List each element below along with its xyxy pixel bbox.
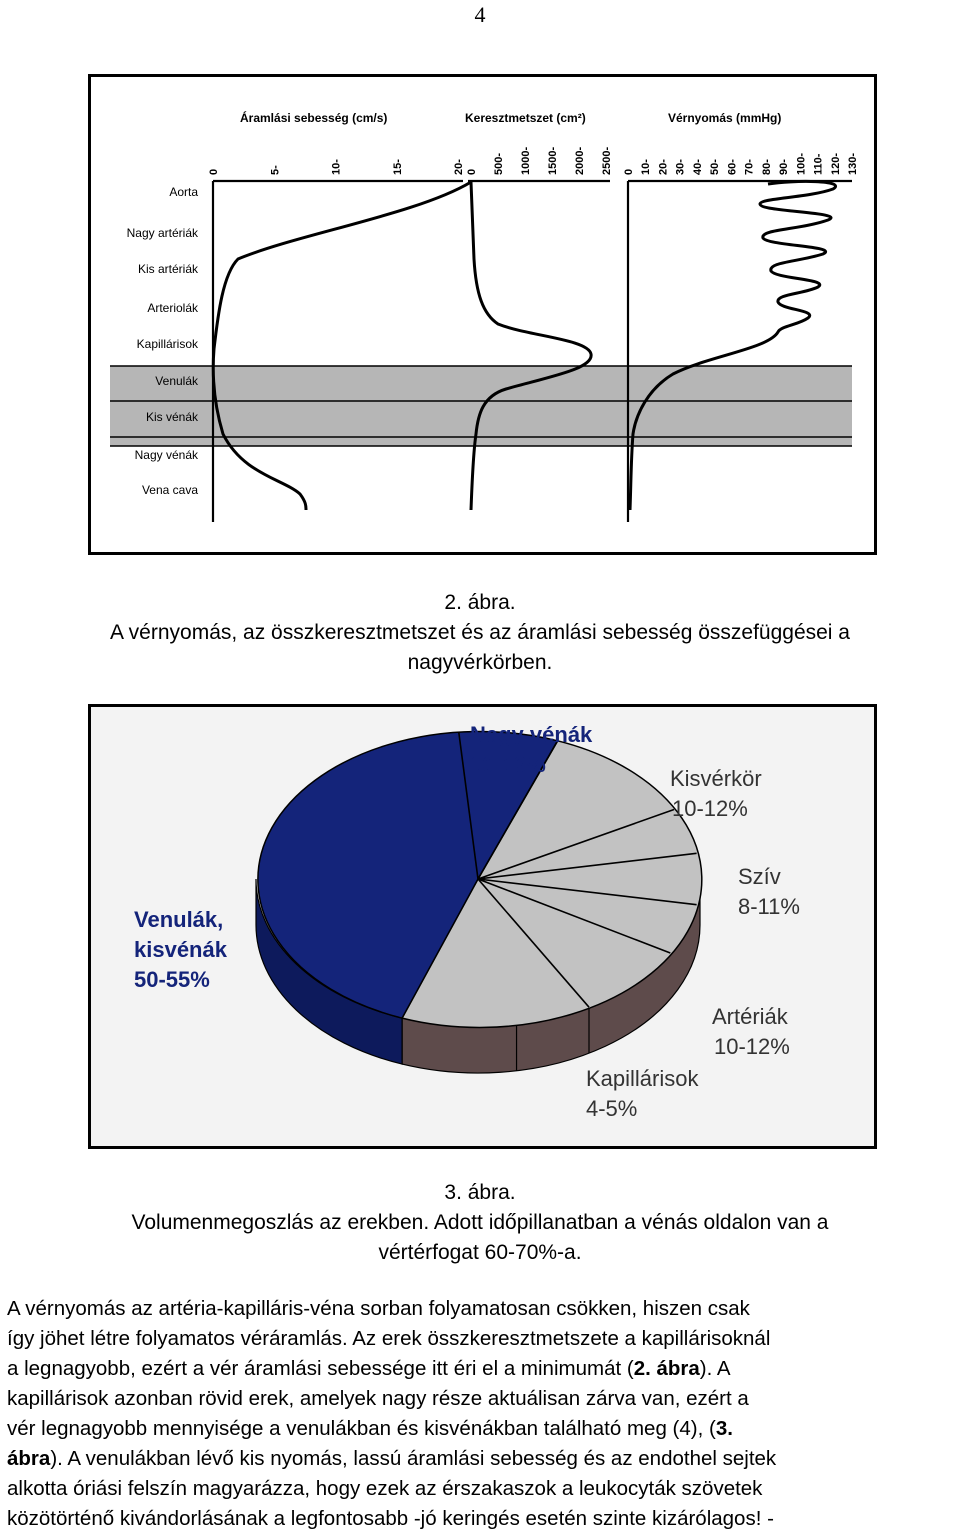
label-kisverkor-value: 10-12%: [672, 796, 748, 821]
para-line-2a: így jöhet létre folyamatos véráramlás.: [7, 1327, 348, 1350]
figure-3-caption-line2: vértérfogat 60-70%-a.: [378, 1241, 582, 1264]
figure-3-caption-line1: Volumenmegoszlás az erekben. Adott időpillanatban a vénás oldalon van a: [131, 1211, 829, 1234]
pressure-tick: 0: [623, 168, 635, 175]
page-number: 4: [474, 2, 486, 27]
pressure-tick: 100-: [795, 152, 808, 175]
pressure-tick: 20-: [657, 159, 670, 175]
venous-shaded-band: [110, 366, 852, 446]
para-line-3b: ). A: [699, 1357, 731, 1380]
pressure-tick: 130-: [847, 152, 859, 175]
ref-figure-2: 2. ábra: [633, 1357, 700, 1380]
cross-section-tick: 0: [466, 168, 478, 175]
header-pressure: Vérnyomás (mmHg): [668, 111, 782, 125]
pressure-tick: 40-: [691, 159, 704, 175]
label-kapillarisok: Kapillárisok: [586, 1066, 699, 1091]
label-kisvenak: kisvénák: [134, 937, 227, 962]
para-line-7: alkotta óriási felszín magyarázza, hogy ezek az érszakaszok a leukocyták szövetek: [7, 1477, 763, 1500]
row-label: Aorta: [169, 185, 198, 199]
velocity-tick: 5-: [269, 165, 282, 175]
para-line-5: [7, 1414, 957, 1444]
cross-section-tick: 2000-: [574, 146, 586, 175]
cross-section-tick: 500-: [493, 152, 505, 175]
header-cross-section: Keresztmetszet (cm²): [465, 111, 586, 125]
row-label: Nagy vénák: [134, 448, 198, 462]
label-venulak: Venulák,: [134, 907, 224, 932]
para-line-4: kapillárisok azonban rövid erek, amelyek nagy része aktuálisan zárva van, ezért a: [7, 1387, 749, 1410]
row-labels: [127, 185, 199, 497]
ref-figure-3-a: 3.: [715, 1417, 733, 1440]
pressure-tick: 30-: [674, 159, 687, 175]
figure-2-caption: [0, 588, 960, 678]
label-kapillarisok-value: 4-5%: [586, 1096, 638, 1121]
velocity-tick: 10-: [330, 159, 343, 175]
row-label: Nagy artériák: [126, 226, 198, 240]
figure-2-vascular-profile: [88, 74, 878, 556]
label-arteriak: Artériák: [712, 1004, 788, 1029]
label-nagy-venak: Nagy vénák: [470, 722, 593, 747]
para-line-8: közötörténő kivándorlásának a legfontosabb -jó keringés esetén szinte kizárólagos! -: [7, 1507, 774, 1530]
para-line-6: [7, 1444, 957, 1474]
para-line-1: A vérnyomás az artéria-kapilláris-véna sorban folyamatosan csökken, hiszen csak: [7, 1297, 750, 1320]
velocity-tick: 20-: [453, 159, 465, 175]
figure-3-number: 3. ábra.: [444, 1181, 516, 1204]
pressure-tick: 80-: [760, 159, 773, 175]
pressure-tick: 70-: [743, 159, 756, 175]
row-label: Vena cava: [141, 483, 198, 497]
pressure-tick: 60-: [726, 159, 739, 175]
figure-3-volume-pie: [88, 704, 878, 1150]
row-label: Kis artériák: [137, 262, 198, 276]
label-nagy-venak-value: 10-13%: [470, 752, 546, 777]
cross-section-tick: 1000-: [520, 146, 532, 175]
figure-2-number: 2. ábra.: [444, 591, 516, 614]
label-sziv-value: 8-11%: [738, 894, 800, 919]
label-arteriak-value: 10-12%: [714, 1034, 790, 1059]
label-sziv: Szív: [738, 864, 781, 889]
label-venulak-value: 50-55%: [134, 967, 210, 992]
pressure-tick: 50-: [709, 159, 722, 175]
para-line-5a: vér legnagyobb mennyisége a venulákban és kisvénákban található meg (4), (: [7, 1417, 716, 1440]
ref-figure-3-b: ábra: [7, 1447, 51, 1470]
pressure-tick: 10-: [640, 159, 653, 175]
figure-2-frame: [90, 76, 876, 554]
velocity-tick: 0: [208, 168, 220, 175]
figure-3-caption: [0, 1178, 960, 1268]
row-label: Kis vénák: [145, 410, 198, 424]
row-label: Venulák: [155, 374, 198, 388]
para-line-2b: Az erek összkeresztmetszete a kapillárisoknál: [347, 1327, 771, 1350]
pressure-tick: 110-: [812, 153, 825, 175]
figure-2-caption-line2: nagyvérkörben.: [407, 651, 553, 674]
pie-chart: [256, 731, 702, 1073]
cross-section-tick: 2500-: [601, 146, 613, 175]
row-label: Kapillárisok: [136, 337, 198, 351]
label-kisverkor: Kisvérkör: [670, 766, 762, 791]
body-paragraph: [7, 1294, 957, 1534]
header-velocity: Áramlási sebesség (cm/s): [240, 111, 388, 125]
para-line-6a: ). A venulákban lévő kis nyomás, lassú áramlási sebesség és az endothel sejtek: [50, 1447, 777, 1470]
para-line-3a: a legnagyobb, ezért a vér áramlási sebessége itt éri el a minimumát (: [7, 1357, 634, 1380]
cross-section-tick: 1500-: [547, 146, 559, 175]
pressure-tick: 90-: [778, 159, 791, 175]
figure-2-caption-line1: A vérnyomás, az összkeresztmetszet és az áramlási sebesség összefüggései a: [109, 621, 850, 644]
para-line-3: [7, 1354, 957, 1384]
pressure-tick: 120-: [829, 152, 842, 175]
para-line-2: [7, 1324, 957, 1354]
row-label: Arteriolák: [147, 301, 198, 315]
velocity-tick: 15-: [391, 159, 404, 175]
